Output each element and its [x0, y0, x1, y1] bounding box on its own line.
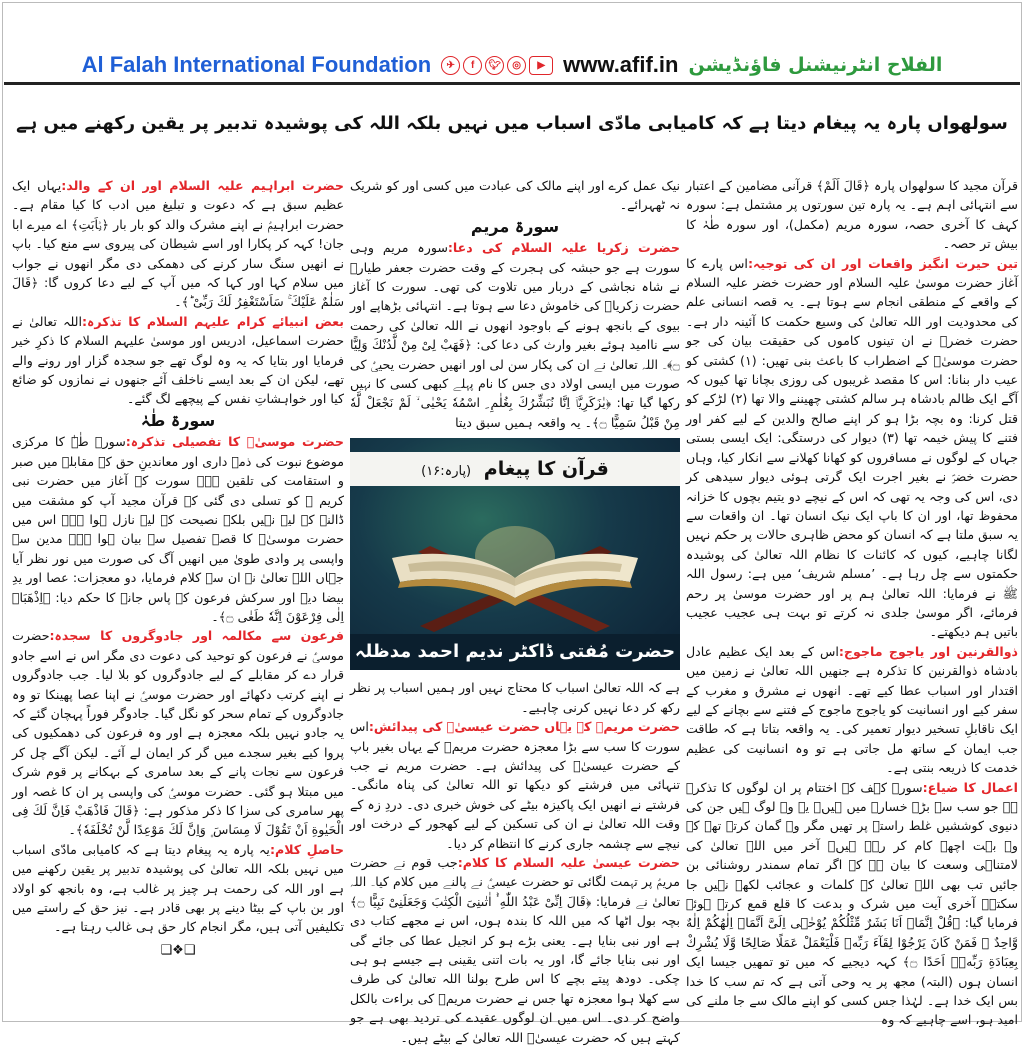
facebook-icon[interactable]: f [463, 56, 482, 75]
paragraph-text: سورہ طٰہٰ کا مرکزی موضوع نبوت کی ذمے داری اور معاندینِ حق کے مقابلے میں صبر و استقامت کی تلقین ہے۔ سورت کے آغاز میں حضرت نبی کریم ﷺ کو تسلی دی گئی کہ قرآن مجید آپ کو مشقت میں ڈالنے کے لیے نہیں بلکہ نصیحت کے لیے نازل ہوا ہے۔ اس میں حضرت موسیٰؑ کا قصہ تفصیل سے بیان ہوا ہے۔ مدین سے واپسی پر وادی طویٰ میں انھیں آگ کی صورت میں نور نظر آیا جہاں اللہ تعالیٰ نے ان سے کلام فرمایا، دو معجزات: عصا اور یدِ بیضا دیے اور سرکش فرعون کے پاس جانے کا حکم دیا: ﴿اِذْهَبَاۤ اِلٰى فِرْعَوْنَ اِنَّهٗ طَغٰى ۝﴾۔ [12, 434, 344, 624]
paragraph [350, 853, 680, 1047]
paragraph-heading: حضرت عیسیٰ علیہ السلام کا کلام: [457, 854, 680, 870]
image-author: حضرت مُفتی ڈاکٹر ندیم احمد مدظلہ [350, 634, 680, 670]
paragraph-heading: اعمال کا ضیاع: [922, 779, 1018, 795]
paragraph [350, 238, 680, 432]
paragraph [686, 778, 1018, 1030]
section-heading: سورۃ مریم [470, 216, 560, 236]
article-image [350, 438, 680, 670]
paragraph [686, 642, 1018, 778]
paragraph [12, 626, 344, 839]
paragraph-text: اللہ تعالیٰ نے حضرت اسماعیل، ادریس اور موسیٰ علیہم السلام کا ذکرِ خیر فرمایا اور بتایا کہ یہ وہ لوگ تھے جو سجدہ گزار اور رونے والے تھے، لیکن ان کے بعد ایسے ناخلف آئے جنھوں نے نمازوں کو ضائع کیا اور خواہشاتِ نفس کے پیچھے لگ گئے۔ [12, 313, 344, 407]
paragraph-heading: حضرت موسیٰؑ کا تفصیلی تذکرہ: [125, 434, 344, 450]
paragraph-heading: بعض انبیائے کرام علیہم السلام کا تذکرہ: [82, 313, 344, 329]
paragraph-heading: حضرت مریمؑ کے یہاں حضرت عیسیٰؑ کی پیدائش: [368, 719, 680, 735]
paragraph-heading: حاصلِ کلام: [269, 841, 344, 857]
paragraph-text: اس کے بعد ایک عظیم عادل بادشاہ ذوالقرنین کا تذکرہ ہے جنھیں اللہ تعالیٰ نے زمین میں اقتدار اور اسباب عطا کیے تھے۔ انھوں نے مشرق و مغرب کے سفر کیے اور انسانیت کو یاجوج ماجوج کے فتنے سے بچانے کے لیے ایک ناقابلِ تسخیر دیوار تعمیر کی۔ یہ واقعہ بتاتا ہے کہ طاقت جب ایمان کے ساتھ مل جاتی ہے تو وہ انسانیت کی عظیم خدمت کا ذریعہ بنتی ہے۔ [686, 643, 1018, 776]
paragraph-heading: فرعون سے مکالمہ اور جادوگروں کا سجدہ: [49, 628, 344, 644]
image-banner-sub: (پارہ:۱۶) [421, 464, 472, 480]
telegram-icon[interactable]: ✈ [441, 56, 460, 75]
paragraph [12, 840, 344, 937]
paragraph-text: نیک عمل کرے اور اپنے مالک کی عبادت میں کسی اور کو شریک نہ ٹھہرائے۔ [350, 178, 680, 213]
paragraph-text: یہاں ایک عظیم سبق ہے کہ دعوت و تبلیغ میں ادب کا کیا مقام ہے۔ حضرت ابراہیمؑ نے اپنے مشرک والد کو بار بار ﴿یٰۤاَبَتِ﴾ اے میرے ابا جان! کہہ کر پکارا اور اسے شیطان کی پیروی سے منع کیا۔ باپ نے انھیں سنگ سار کرنے کی دھمکی دی مگر انھوں نے جواب میں سلام کہا اور کہا کہ میں آپ کے لیے دعا کروں گا: ﴿قَالَ سَلٰمٌ عَلَیْكَ ۚ سَاَسْتَغْفِرُ لَكَ رَبِّیْ ؕ﴾۔ [12, 178, 344, 310]
end-ornament: ❑❖❑ [160, 942, 196, 958]
paragraph-heading: حضرت زکریا علیہ السلام کی دعا: [447, 240, 680, 256]
paragraph [350, 176, 680, 215]
paragraph-text: حضرت موسیٰؑ نے فرعون کو توحید کی دعوت دی مگر اس نے اسے جادو قرار دے کر مقابلے کے لیے جادوگروں کو بلا لیا۔ جب جادوگروں نے اپنے کرتب دکھائے اور حضرت موسیٰؑ نے اپنا عصا پھینکا تو وہ جادوگروں کے تمام سحر کو نگل گیا۔ جادوگر فوراً پہچان گئے کہ یہ جادو نہیں بلکہ معجزہ ہے اور وہ فرعون کی دھمکیوں کی پروا کیے بغیر سجدے میں گر کر ایمان لے آئے۔ لیکن آگے چل کر فرعون سے نجات پانے کے بعد سامری کے بہکانے پر قوم شرک میں مبتلا ہو گئی۔ حضرت موسیٰؑ کی واپسی پر ان کا غصہ اور پھر سامری کی سزا کا ذکر مذکور ہے: ﴿قَالَ فَاذْهَبْ فَاِنَّ لَكَ فِی الْحَیٰوةِ اَنْ تَقُوْلَ لَا مِسَاسَ ۪ وَاِنَّ لَكَ مَوْعِدًا لَّنْ تُخْلَفَهٗ﴾۔ [12, 628, 344, 838]
article-title: سولھواں پارہ یہ پیغام دیتا ہے کہ کامیابی مادّی اسباب میں نہیں بلکہ اللہ کی پوشیدہ تدبیر پر یقین رکھنے میں ہے [16, 113, 1008, 134]
paragraph-text: جب قوم نے حضرت مریمؑ پر تہمت لگائی تو حضرت عیسیٰؑ نے پالنے میں کلام کیا۔ اللہ تعالیٰ نے فرمایا: ﴿قَالَ اِنِّیْ عَبْدُ اللّٰهِ ۟ؕ اٰتٰىنِیَ الْكِتٰبَ وَجَعَلَنِیْ نَبِیًّا ۝﴾ بچہ بول اٹھا کہ میں اللہ کا بندہ ہوں، اس نے مجھے کتاب دی ہے اور نبی بنایا ہے۔ یعنی بڑے ہو کر انجیل عطا کی جائے گی اور نبی بنایا جائے گا، اور یہ بات اتنی یقینی ہے جیسے ہو ہی چکی۔ دودھ پیتے بچے کا اس طرح بولنا اللہ تعالیٰ کی طرف سے کھلا ہوا معجزہ تھا جس نے حضرت مریمؑ کی براءت بالکل واضح کر دی۔ اس میں ان لوگوں عقیدے کی تردید بھی ہے جو کہتے ہیں کہ حضرت عیسیٰؑ اللہ تعالیٰ کے بیٹے ہیں۔ [350, 854, 680, 1045]
paragraph [350, 678, 680, 717]
paragraph-heading: تین حیرت انگیز واقعات اور ان کی توجیہ: [747, 255, 1018, 271]
section-heading: سورۃ طٰہٰ [140, 410, 216, 430]
paragraph-text: سورہ کہف کے اختتام پر ان لوگوں کا تذکرہ ہے جو سب سے بڑے خسارے میں ہیں۔ یہ وہ لوگ ہیں جن کی دنیوی کوششیں غلط راستے پر تھیں مگر وہ گمان کرتے تھے کہ وہ بہت اچھے کام کر رہے ہیں۔ آخر میں اللہ تعالیٰ کی لامتناہی وسعت کا بیان ہے کہ اگر تمام سمندر روشنائی بن جائیں تب بھی اللہ تعالیٰ کے کلمات و عجائب لکھے نہیں جا سکتے۔ آخری آیت میں شرک و بدعت کا قلع قمع کرتے ہوئے فرمایا گیا: ﴿قُلْ اِنَّمَاۤ اَنَا بَشَرٌ مِّثْلُكُمْ یُوْحٰۤى اِلَیَّ اَنَّمَاۤ اِلٰهُكُمْ اِلٰهٌ وَّاحِدٌ ۚ فَمَنْ كَانَ یَرْجُوْا لِقَآءَ رَبِّهٖ فَلْیَعْمَلْ عَمَلًا صَالِحًا وَّلَا یُشْرِكْ بِعِبَادَةِ رَبِّهٖۤ اَحَدًا ۝﴾ کہہ دیجیے کہ میں تو تمھیں جیسا ایک انسان ہوں (البتہ) مجھ پر یہ وحی آتی ہے کہ تم سب کا خدا بس ایک خدا ہے۔ لہٰذا جس کسی کو اپنے مالک سے جا ملنے کی امید ہو، اسے چاہیے کہ وہ [686, 779, 1018, 1028]
masthead [0, 48, 1024, 82]
paragraph [686, 176, 1018, 254]
paragraph-text: ہے کہ اللہ تعالیٰ اسباب کا محتاج نہیں اور ہمیں اسباب پر نظر رکھ کر دعا نہیں کرنی چاہیے۔ [350, 680, 680, 715]
paragraph-heading: حضرت ابراہیم علیہ السلام اور ان کے والد: [61, 178, 344, 193]
paragraph [350, 717, 680, 853]
image-banner [350, 452, 680, 486]
youtube-icon[interactable]: ▶ [529, 56, 553, 75]
open-quran-icon [350, 486, 680, 636]
paragraph-text: اس سورت کا سب سے بڑا معجزہ حضرت مریمؑ کے یہاں بغیر باپ کے حضرت عیسیٰؑ کی پیدائش ہے۔ حضرت مریم نے جب تنہائی میں فرشتے کو دیکھا تو اللہ تعالیٰ کی پناہ مانگی۔ فرشتے نے انھیں ایک پاکیزہ بیٹے کی خوش خبری دی۔ دردِ زہ کے وقت اللہ تعالیٰ نے ان کی تسکین کے لیے کھجور کے درخت اور نیچے سے چشمہ جاری کرنے کا انتظام کر دیا۔ [350, 719, 680, 851]
paragraph [12, 432, 344, 626]
column-middle [350, 176, 680, 1047]
foundation-name-english: Al Falah International Foundation [81, 52, 432, 77]
paragraph [12, 176, 344, 312]
column-left [12, 176, 344, 960]
paragraph-text: قرآن مجید کا سولھواں پارہ ﴿قَالَ اَلَمْ﴾ قرآنی مضامین کے اعتبار سے انتہائی اہم ہے۔ یہ پارہ تین سورتوں پر مشتمل ہے: سورہ کہف کا آخری حصہ، سورہ مریم (مکمل)، اور سورہ طٰہٰ کا بیش تر حصہ۔ [686, 178, 1018, 252]
paragraph-text: یہ پارہ یہ پیغام دیتا ہے کہ کامیابی مادّی اسباب میں نہیں بلکہ اللہ تعالیٰ کی پوشیدہ تدبیر پر یقین رکھنے میں ہے اور اللہ کی رحمت ہر چیز پر غالب ہے، وہ بانجھ کو اولاد اور بن باپ کے بیٹا دینے پر بھی قادر ہے۔ نیز حق کے راستے میں تکلیفیں آتی ہیں، مگر انجام کار حق ہی غالب رہتا ہے۔ [12, 841, 344, 935]
paragraph [686, 254, 1018, 642]
website-link[interactable]: www.afif.in [563, 52, 679, 77]
header-divider [4, 82, 1020, 85]
instagram-icon[interactable]: ◎ [507, 56, 526, 75]
paragraph-text: اس پارے کا آغاز حضرت موسیٰ علیہ السلام اور حضرت خضر علیہ السلام کے واقعے کے منطقی انجام سے ہوتا ہے۔ یہ قصہ انسانی علم کی محدودیت اور اللہ تعالیٰ کی وسیع حکمت کا آئینہ دار ہے۔ حضرت خضرؑ نے ان تینوں کاموں کی حقیقت بیان کی جو حضرت موسیٰؑ کے اضطراب کا باعث بنی تھیں: (۱) کشتی کو عیب دار بنانا: اس کا مقصد غریبوں کی روزی بچانا تھا کیوں کہ آگے ایک ظالم بادشاہ ہر سالم کشتی چھیننے والا تھا (۲) لڑکے کو قتل کرنا: وہ بچہ بڑا ہو کر اپنے صالح والدین کے لیے کفر اور فتنے کا پیش خیمہ تھا (۳) دیوار کی درستگی: ایک ایسی بستی جہاں کے لوگوں نے مسافروں کو کھانا کھلانے سے انکار کیا، وہاں حضرت خضرؑ نے بغیر اجرت ایک گرتی ہوئی دیوار سیدھی کر دی، اس کی وجہ یہ تھی کہ اس کے نیچے دو یتیم بچوں کا خزانہ محفوظ تھا، اور ان کا باپ ایک نیک انسان تھا۔ ان واقعات سے یہ سبق ملتا ہے کہ انسان کو محض ظاہری حالات پر حکم نہیں لگانا چاہیے، کیوں کہ کائنات کا نظام اللہ تعالیٰ کی پوشیدہ حکمتوں سے چل رہا ہے۔ ’مسلم شریف‘ میں ہے: رسول اللہ ﷺ نے فرمایا: اللہ تعالیٰ ہم پر اور حضرت موسیٰ پر رحم فرمائے، اگر موسیٰ جلدی نہ کرتے تو بہت ہی عجیب عجیب باتیں ہم دیکھتے۔ [686, 255, 1019, 640]
image-banner-title: قرآن کا پیغام [483, 458, 609, 481]
twitter-icon[interactable]: 🐦︎ [485, 56, 504, 75]
column-right [686, 176, 1018, 1030]
paragraph-text: سورہ مریم وہی سورت ہے جو حبشہ کی ہجرت کے وقت حضرت جعفر طیارؓ نے شاہ نجاشی کے دربار میں تلاوت کی تھی۔ سورت کا آغاز حضرت زکریاؑ کی خاموش دعا سے ہوتا ہے۔ انتہائی بڑھاپے اور بیوی کے بانجھ ہونے کے باوجود انھوں نے اللہ تعالیٰ کی رحمت سے ناامید ہوئے بغیر وارث کی دعا کی: ﴿فَهَبْ لِیْ مِنْ لَّدُنْكَ وَلِیًّا ۝﴾۔ اللہ تعالیٰ نے ان کی پکار سن لی اور انھیں حضرت یحییٰؑ کی صورت میں ایسی اولاد دی جس کا نام پہلے کبھی کسی کا نہیں رکھا گیا تھا: ﴿یٰزَكَرِیَّاۤ اِنَّا نُبَشِّرُكَ بِغُلٰمِ ِ اسْمُهٗ یَحْیٰى ۙ لَمْ نَجْعَلْ لَّهٗ مِنْ قَبْلُ سَمِیًّا ۝﴾۔ یہ واقعہ ہمیں سبق دیتا [350, 240, 680, 430]
paragraph [12, 312, 344, 409]
paragraph-heading: ذوالقرنین اور یاجوج ماجوج: [838, 643, 1018, 659]
foundation-name-urdu: الفلاح انٹرنیشنل فاؤنڈیشن [688, 54, 943, 76]
social-links [441, 56, 553, 75]
